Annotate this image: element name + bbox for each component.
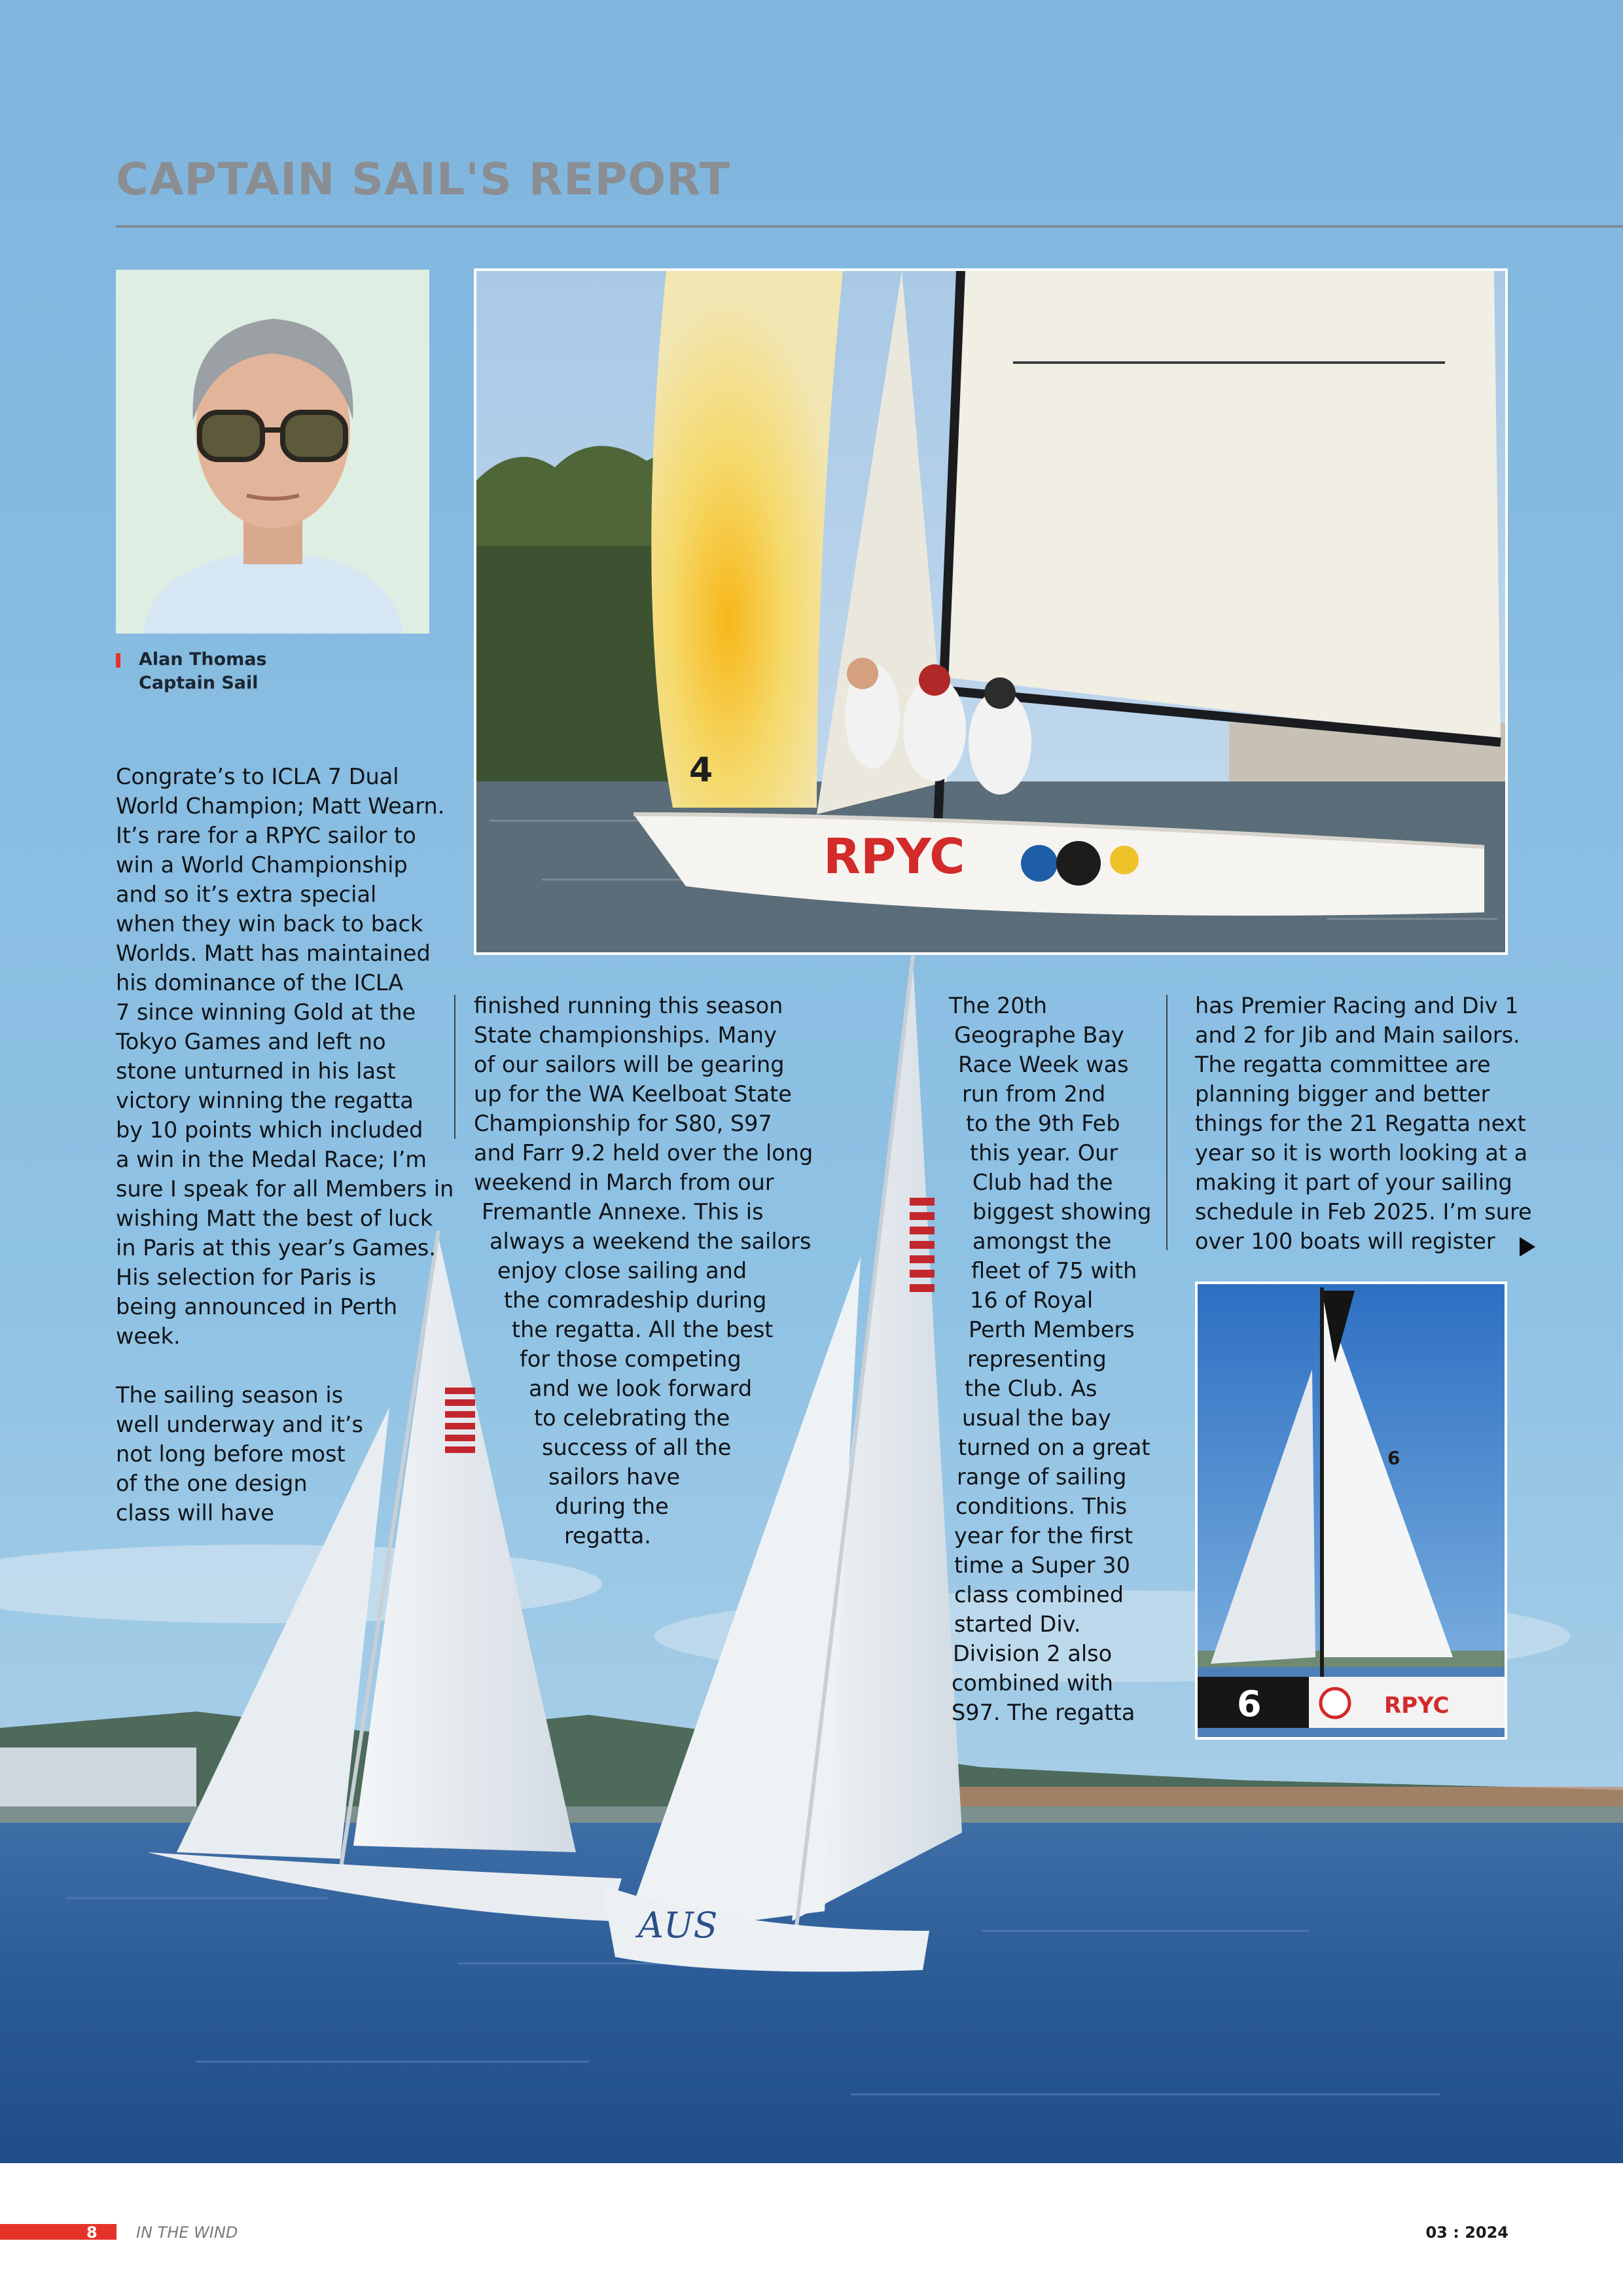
text-line: the regatta. All the best [512,1317,774,1342]
text-line: to celebrating the [534,1405,730,1431]
paragraph-2 [116,1380,454,1528]
text-line: and Farr 9.2 held over the long [474,1140,813,1166]
text-line: The regatta committee are [1195,1052,1491,1077]
article-column-3 [949,991,1151,1727]
caption-marker [116,653,120,668]
text-line: The 20th [949,993,1047,1018]
text-line: has Premier Racing and Div 1 [1195,993,1519,1018]
text-line: being announced in Perth [116,1294,398,1319]
text-line: sailors have [548,1464,681,1490]
text-line: Geographe Bay [954,1022,1124,1048]
issue-number: 03 : 2024 [1425,2223,1508,2242]
text-line: Championship for S80, S97 [474,1111,772,1136]
caption-role: Captain Sail [139,673,259,693]
text-line: class will have [116,1500,274,1526]
text-line: for those competing [520,1346,741,1372]
text-line: up for the WA Keelboat State [474,1081,792,1107]
text-line: range of sailing [957,1464,1127,1490]
text-line: started Div. [954,1611,1081,1637]
column-divider [454,995,455,1139]
text-line: his dominance of the ICLA [116,970,404,996]
text-line: World Champion; Matt Wearn. [116,793,445,819]
text-line: sure I speak for all Members in [116,1176,454,1202]
continue-arrow-icon [1520,1237,1535,1257]
title-divider [116,225,1623,228]
article-column-2 [474,991,813,1551]
text-line: this year. Our [970,1140,1118,1166]
text-line: Congrate’s to ICLA 7 Dual [116,764,399,789]
text-line: Tokyo Games and left no [116,1029,386,1054]
text-line: and so it’s extra special [116,882,377,907]
text-line: Perth Members [969,1317,1135,1342]
text-line: Fremantle Annexe. This is [482,1199,764,1225]
hero-yacht-photo [474,268,1508,955]
text-line: combined with [952,1670,1113,1696]
text-line: schedule in Feb 2025. I’m sure [1195,1199,1532,1225]
hull-club-text: RPYC [823,829,965,885]
caption-name: Alan Thomas [139,649,267,670]
text-line: making it part of your sailing [1195,1170,1512,1195]
article-column-1 [116,762,454,1528]
text-line: 7 since winning Gold at the [116,999,416,1025]
text-line: of the one design [116,1471,308,1496]
text-line: representing [967,1346,1107,1372]
text-line: and we look forward [529,1376,753,1401]
text-line: State championships. Many [474,1022,777,1048]
small-hull-club-text: RPYC [1384,1693,1450,1719]
paragraph-1 [116,762,454,1351]
text-line: weekend in March from our [474,1170,774,1195]
text-line: over 100 boats will register [1195,1229,1495,1254]
footer-accent-bar [0,2224,116,2240]
text-line: success of all the [542,1435,732,1460]
captain-portrait-photo [116,270,429,634]
page-title: CAPTAIN SAIL'S REPORT [116,154,730,206]
text-line: not long before most [116,1441,346,1467]
text-line: by 10 points which included [116,1117,423,1143]
text-line: enjoy close sailing and [497,1258,747,1283]
text-line: year so it is worth looking at a [1195,1140,1528,1166]
article-column-4 [1195,991,1532,1256]
photo-caption [139,648,267,695]
text-line: 16 of Royal [970,1287,1094,1313]
text-line: year for the first [954,1523,1133,1549]
text-line: biggest showing [972,1199,1152,1225]
text-line: a win in the Medal Race; I’m [116,1147,427,1172]
page-number: 8 [86,2223,98,2242]
text-line: win a World Championship [116,852,408,878]
text-line: the comradeship during [504,1287,767,1313]
text-line: Division 2 also [953,1641,1113,1666]
small-yacht-photo [1195,1282,1507,1740]
text-line: of our sailors will be gearing [474,1052,785,1077]
text-line: usual the bay [962,1405,1111,1431]
text-line: victory winning the regatta [116,1088,414,1113]
text-line: to the 9th Feb [966,1111,1120,1136]
text-line: S97. The regatta [952,1700,1135,1725]
text-line: and 2 for Jib and Main sailors. [1195,1022,1520,1048]
text-line: fleet of 75 with [971,1258,1137,1283]
text-line: well underway and it’s [116,1412,364,1437]
text-line: conditions. This [955,1494,1128,1519]
small-sail-number: 6 [1387,1447,1400,1469]
svg-text:AUS: AUS [638,1905,718,1946]
text-line: planning bigger and better [1195,1081,1490,1107]
text-line: amongst the [972,1229,1112,1254]
small-hull-number: 6 [1237,1683,1262,1725]
text-line: Club had the [972,1170,1113,1195]
text-line: regatta. [564,1523,651,1549]
text-line: turned on a great [958,1435,1150,1460]
text-line: It’s rare for a RPYC sailor to [116,823,416,848]
text-line: finished running this season [474,993,783,1018]
text-line: wishing Matt the best of luck [116,1206,433,1231]
text-line: His selection for Paris is [116,1265,376,1290]
text-line: the Club. As [965,1376,1097,1401]
hull-bow-number: 4 [689,751,713,790]
text-line: things for the 21 Regatta next [1195,1111,1526,1136]
publication-name: IN THE WIND [136,2223,238,2242]
text-line: in Paris at this year’s Games. [116,1235,437,1261]
text-line: during the [555,1494,669,1519]
text-line: Worlds. Matt has maintained [116,941,431,966]
text-line: week. [116,1323,181,1349]
text-line: The sailing season is [116,1382,344,1408]
column-divider [1166,995,1168,1250]
text-line: class combined [954,1582,1124,1607]
text-line: when they win back to back [116,911,423,937]
text-line: always a weekend the sailors [490,1229,812,1254]
text-line: Race Week was [958,1052,1129,1077]
text-line: time a Super 30 [954,1552,1130,1578]
text-line: stone unturned in his last [116,1058,396,1084]
text-line: run from 2nd [962,1081,1106,1107]
